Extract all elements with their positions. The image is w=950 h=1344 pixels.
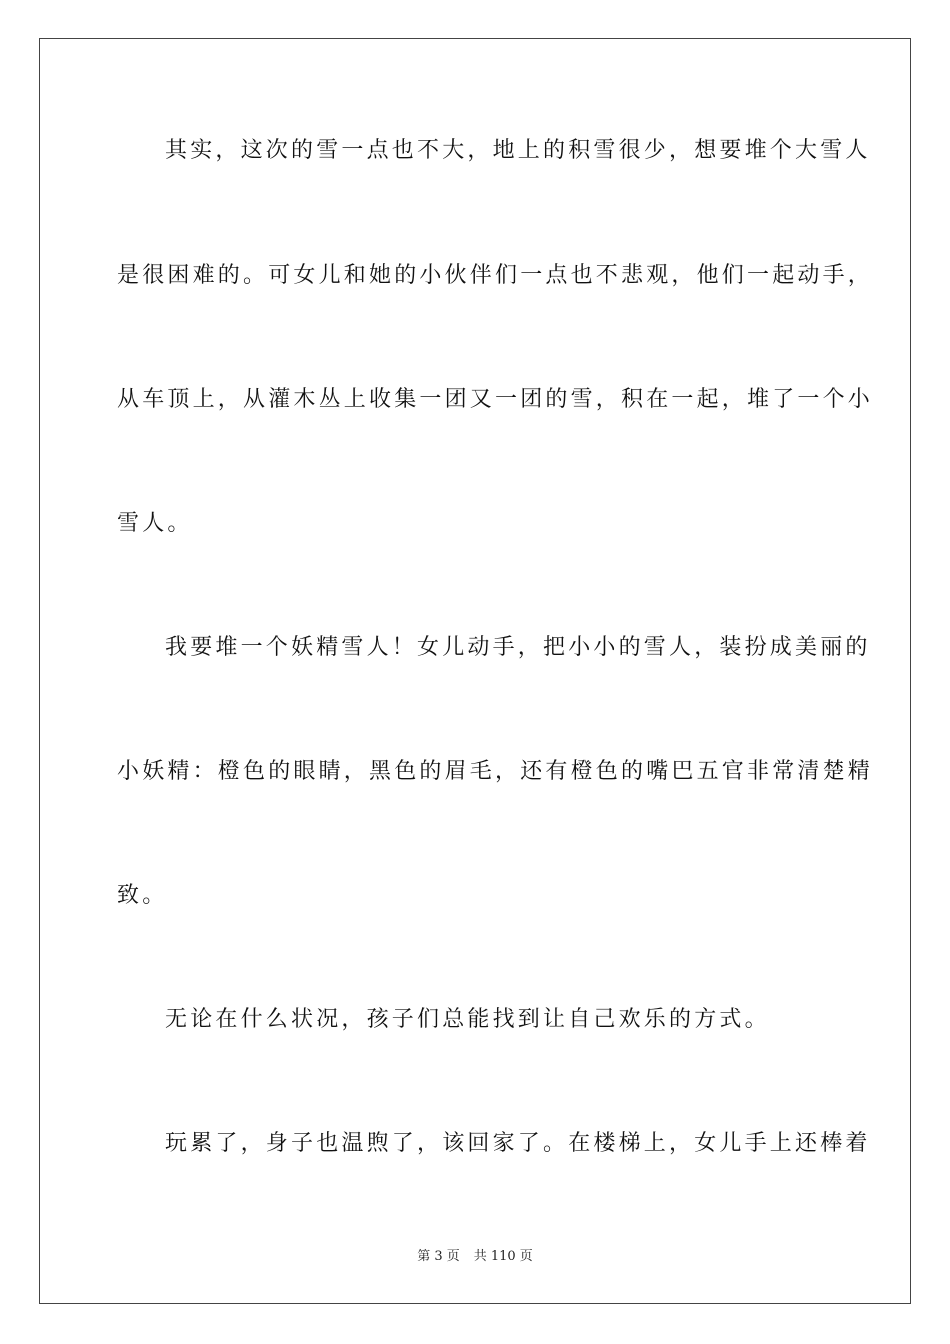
page-number: 第 3 页	[417, 1249, 460, 1264]
paragraph-1-line-3: 从车顶上，从灌木丛上收集一团又一团的雪，积在一起，堆了一个小	[117, 387, 874, 412]
paragraph-2-line-3: 致。	[117, 883, 168, 908]
paragraph-2-line-2: 小妖精：橙色的眼睛，黑色的眉毛，还有橙色的嘴巴五官非常清楚精	[117, 759, 874, 784]
page-frame	[39, 38, 911, 1304]
paragraph-3-line-1: 无论在什么状况，孩子们总能找到让自己欢乐的方式。	[165, 1007, 770, 1032]
paragraph-1-line-2: 是很困难的。可女儿和她的小伙伴们一点也不悲观，他们一起动手，	[117, 263, 874, 288]
paragraph-1-line-1: 其实，这次的雪一点也不大，地上的积雪很少，想要堆个大雪人	[165, 138, 871, 163]
page-total: 共 110 页	[473, 1249, 533, 1264]
paragraph-2-line-1: 我要堆一个妖精雪人！女儿动手，把小小的雪人，装扮成美丽的	[165, 635, 871, 660]
paragraph-4-line-1: 玩累了，身子也温煦了，该回家了。在楼梯上，女儿手上还棒着	[165, 1131, 871, 1156]
paragraph-1-line-4: 雪人。	[117, 511, 193, 536]
page-footer	[0, 1249, 950, 1265]
